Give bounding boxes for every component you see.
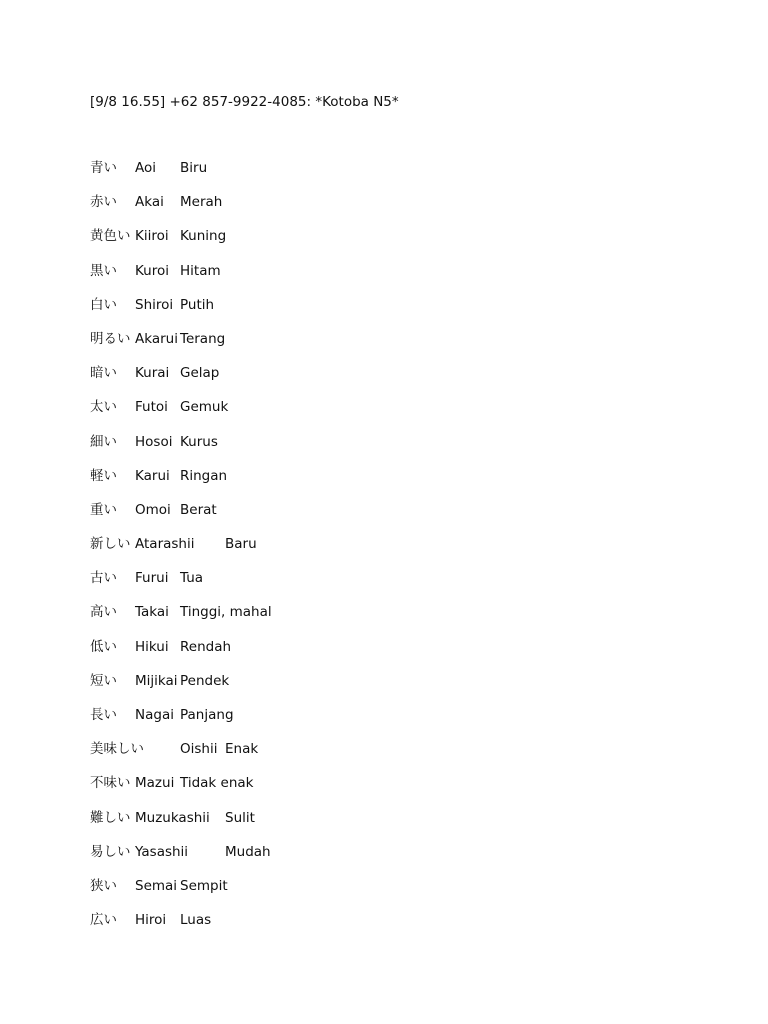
romaji-cell: Omoi (135, 501, 171, 518)
meaning-cell: Gemuk (180, 399, 229, 416)
vocab-row (90, 569, 730, 603)
kanji-cell: 赤い (90, 194, 117, 211)
kanji-cell: 低い (90, 638, 117, 655)
meaning-cell-extra: Enak (225, 741, 259, 758)
meaning-cell: Berat (180, 501, 217, 518)
vocab-row (90, 740, 730, 774)
meaning-cell: Putih (180, 296, 215, 313)
kanji-cell: 青い (90, 160, 117, 176)
kanji-cell: 不味い (90, 775, 131, 792)
vocab-row (90, 603, 730, 637)
romaji-cell: Nagai (135, 707, 174, 723)
romaji-cell: Kiiroi (135, 228, 169, 245)
romaji-cell: Akai (135, 194, 164, 211)
vocab-row (90, 398, 730, 432)
romaji-cell: Kurai (135, 365, 170, 382)
meaning-cell: Kurus (180, 433, 218, 450)
kanji-cell: 長い (90, 707, 117, 723)
vocab-row (90, 672, 730, 706)
romaji-cell: Hikui (135, 638, 169, 655)
meaning-cell: Tua (180, 570, 204, 587)
meaning-cell: Kuning (180, 228, 227, 245)
romaji-cell: Atarashii (135, 536, 195, 553)
romaji-cell: Aoi (135, 160, 157, 176)
document-page (90, 93, 730, 945)
romaji-cell: Akarui (135, 330, 178, 347)
meaning-cell: Oishii (180, 741, 218, 758)
kanji-cell: 太い (90, 399, 117, 416)
romaji-cell: Hosoi (135, 433, 173, 450)
kanji-cell: 広い (90, 912, 117, 929)
kanji-cell: 狭い (90, 877, 117, 894)
meaning-cell: Sempit (180, 877, 228, 894)
romaji-cell: Semai (135, 877, 178, 894)
meaning-cell-extra: Mudah (225, 843, 271, 860)
vocab-row (90, 330, 730, 364)
romaji-cell: Mazui (135, 775, 175, 792)
vocab-row (90, 364, 730, 398)
vocab-row (90, 535, 730, 569)
kanji-cell: 重い (90, 501, 117, 518)
vocab-row (90, 262, 730, 296)
meaning-cell: Pendek (180, 672, 230, 689)
meaning-cell: Tidak enak (180, 775, 254, 792)
vocab-row (90, 227, 730, 261)
kanji-cell: 暗い (90, 365, 117, 382)
vocabulary-list (90, 159, 730, 945)
kanji-cell: 軽い (90, 467, 117, 484)
kanji-cell: 白い (90, 296, 117, 313)
romaji-cell: Kuroi (135, 262, 170, 279)
kanji-cell: 黄色い (90, 228, 131, 245)
meaning-cell: Ringan (180, 467, 228, 484)
meaning-cell-extra: Baru (225, 536, 257, 553)
romaji-cell: Karui (135, 467, 170, 484)
meaning-cell: Luas (180, 912, 212, 929)
romaji-cell: Muzukashii (135, 809, 210, 826)
kanji-cell: 易しい (90, 843, 131, 860)
meaning-cell: Gelap (180, 365, 220, 382)
kanji-cell: 難しい (90, 809, 131, 826)
romaji-cell: Furui (135, 570, 169, 587)
romaji-cell: Futoi (135, 399, 168, 416)
vocab-row (90, 911, 730, 945)
meaning-cell-extra: Sulit (225, 809, 255, 826)
vocab-row (90, 467, 730, 501)
kanji-cell: 短い (90, 672, 117, 689)
kanji-cell: 美味しい (90, 741, 144, 758)
vocab-row (90, 843, 730, 877)
meaning-cell: Rendah (180, 638, 232, 655)
meaning-cell: Tinggi, mahal (180, 604, 272, 621)
kanji-cell: 高い (90, 604, 117, 621)
meaning-cell: Terang (180, 330, 226, 347)
kanji-cell: 古い (90, 570, 117, 587)
vocab-row (90, 638, 730, 672)
vocab-row (90, 501, 730, 535)
vocab-row (90, 774, 730, 808)
meaning-cell: Biru (180, 160, 208, 176)
vocab-row (90, 193, 730, 227)
vocab-row (90, 809, 730, 843)
kanji-cell: 細い (90, 433, 117, 450)
message-header: [9/8 16.55] +62 857-9922-4085: *Kotoba N5* (90, 94, 399, 110)
romaji-cell: Mijikai (135, 672, 178, 689)
romaji-cell: Shiroi (135, 296, 174, 313)
vocab-row (90, 706, 730, 740)
kanji-cell: 黒い (90, 262, 117, 279)
kanji-cell: 明るい (90, 330, 131, 347)
meaning-cell: Panjang (180, 707, 234, 723)
romaji-cell: Takai (135, 604, 169, 621)
meaning-cell: Hitam (180, 262, 221, 279)
meaning-cell: Merah (180, 194, 223, 211)
vocab-row (90, 296, 730, 330)
romaji-cell: Hiroi (135, 912, 167, 929)
vocab-row (90, 433, 730, 467)
kanji-cell: 新しい (90, 536, 131, 553)
vocab-row (90, 159, 730, 193)
romaji-cell: Yasashii (135, 843, 189, 860)
vocab-row (90, 877, 730, 911)
